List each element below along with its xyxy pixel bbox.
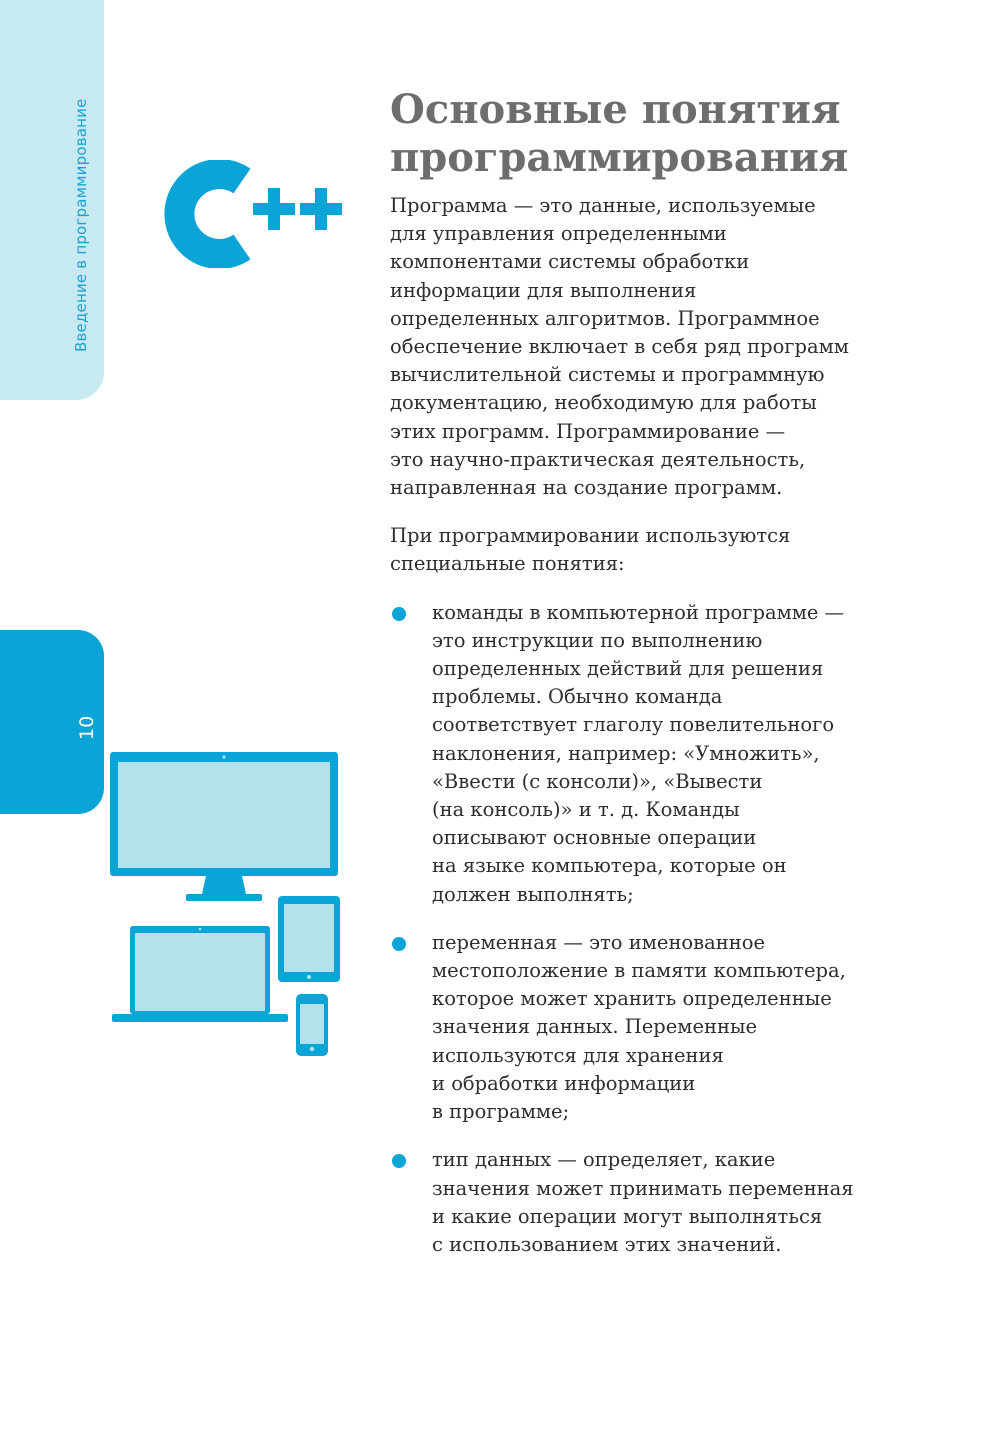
text-line: команды в компьютерной программе — <box>432 600 845 624</box>
text-line: которое может хранить определенные <box>432 987 832 1011</box>
list-item <box>390 599 950 909</box>
text-line: на языке компьютера, которые он <box>432 854 787 878</box>
text-line: значения может принимать переменная <box>432 1176 854 1200</box>
text-line: переменная — это именованное <box>432 930 766 954</box>
text-line: Программа — это данные, используемые <box>390 194 816 217</box>
text-line: вычислительной системы и программную <box>390 363 825 387</box>
text-line: местоположение в памяти компьютера, <box>432 959 846 983</box>
page-title <box>390 86 950 182</box>
section-tab <box>0 0 104 400</box>
text-line: в программе; <box>432 1100 570 1124</box>
list-item <box>390 1146 950 1259</box>
bullet-dot-icon <box>392 607 406 621</box>
text-line: компонентами системы обработки <box>390 250 750 274</box>
text-line: «Ввести (с консоли)», «Вывести <box>432 769 763 793</box>
text-line: этих программ. Программирование — <box>390 419 786 443</box>
text-line: (на консоль)» и т. д. Команды <box>432 798 740 822</box>
text-line: это научно-практическая деятельность, <box>390 447 806 471</box>
title-line: программирования <box>390 134 849 181</box>
title-line: Основные понятия <box>390 86 841 133</box>
text-line: определенных действий для решения <box>432 657 824 681</box>
text-line: значения данных. Переменные <box>432 1015 758 1039</box>
text-line: наклонения, например: «Умножить», <box>432 741 820 765</box>
text-line: используются для хранения <box>432 1043 724 1067</box>
text-line: При программировании используются <box>390 524 791 548</box>
bullet-dot-icon <box>392 1154 406 1168</box>
text-line: соответствует глаголу повелительного <box>432 713 835 737</box>
page-number: 10 <box>76 715 98 740</box>
text-line: с использованием этих значений. <box>432 1232 782 1256</box>
cpp-logo-icon <box>152 160 348 268</box>
text-line: должен выполнять; <box>432 882 634 906</box>
text-line: это инструкции по выполнению <box>432 628 763 652</box>
devices-icon <box>108 748 348 1060</box>
bullet-dot-icon <box>392 937 406 951</box>
text-line: направленная на создание программ. <box>390 476 783 500</box>
text-line: документацию, необходимую для работы <box>390 391 817 415</box>
text-line: и обработки информации <box>432 1071 696 1095</box>
intro-paragraph <box>390 192 950 502</box>
concepts-list <box>390 599 950 1259</box>
text-line: проблемы. Обычно команда <box>432 685 723 709</box>
list-item <box>390 929 950 1126</box>
text-line: обеспечение включает в себя ряд программ <box>390 335 849 359</box>
text-line: и какие операции могут выполняться <box>432 1204 823 1228</box>
text-line: для управления определенными <box>390 222 727 246</box>
concepts-intro <box>390 522 950 578</box>
body-text <box>390 192 950 1279</box>
text-line: определенных алгоритмов. Программное <box>390 306 820 330</box>
text-line: информации для выполнения <box>390 278 697 302</box>
section-label: Введение в программирование <box>72 98 90 352</box>
text-line: тип данных — определяет, какие <box>432 1148 776 1172</box>
text-line: описывают основные операции <box>432 826 757 850</box>
text-line: специальные понятия: <box>390 552 625 576</box>
